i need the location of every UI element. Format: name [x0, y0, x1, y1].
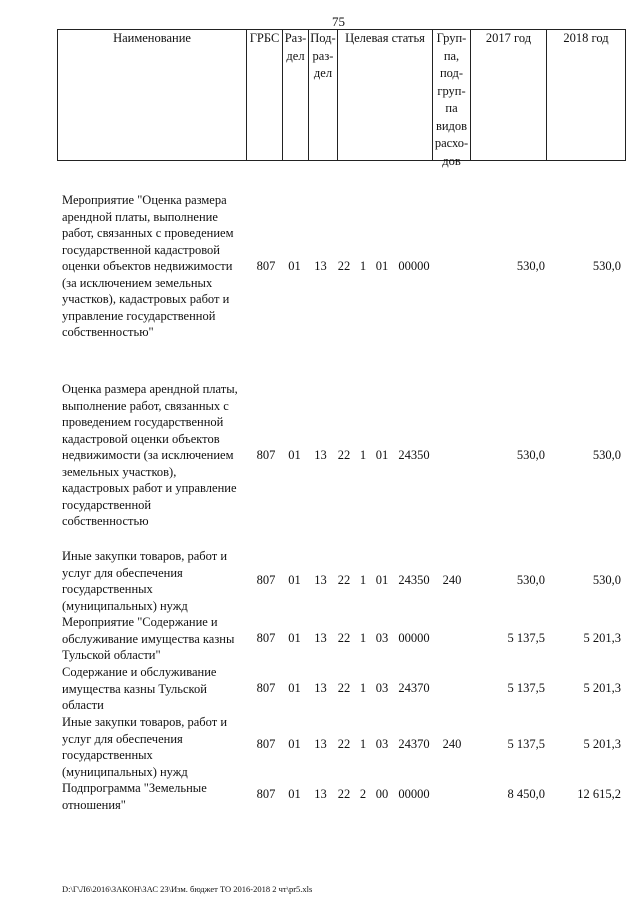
row-target-event: 01 [375, 573, 389, 587]
row-2017-value: 530,0 [516, 259, 545, 273]
row-2018-value: 530,0 [592, 573, 621, 587]
row-target-direction: 24370 [398, 737, 430, 751]
row-target-program: 22 [337, 448, 351, 462]
row-name: Мероприятие "Оценка размера арендной платы, выполнение работ, связанных с проведением государственной кадастровой оценки объектов недвижимости (за исключением земельных участков), кадастровых работ и управление государственной собственностью" [62, 193, 234, 339]
row-2018-value: 530,0 [592, 259, 621, 273]
row-podrazdel: 13 [314, 787, 327, 801]
row-target-program: 22 [337, 631, 351, 645]
row-target-subprogram: 1 [359, 448, 367, 462]
row-target-subprogram: 2 [359, 787, 367, 801]
row-target-event: 01 [375, 259, 389, 273]
row-expense-group: 240 [442, 573, 462, 587]
row-name: Подпрограмма "Земельные отношения" [62, 781, 207, 812]
header-2018: 2018 год [546, 30, 625, 160]
header-podrazdel: Под- раз- дел [308, 30, 337, 160]
row-2017-value: 5 137,5 [507, 737, 545, 751]
row-target-program: 22 [337, 787, 351, 801]
row-name: Иные закупки товаров, работ и услуг для обеспечения государственных (муниципальных) нужд [62, 549, 228, 613]
row-razdel: 01 [288, 448, 301, 462]
row-target-direction: 24370 [398, 681, 430, 695]
row-2017-value: 530,0 [516, 448, 545, 462]
header-2017: 2017 год [470, 30, 546, 160]
row-2017-value: 5 137,5 [507, 631, 545, 645]
row-target-subprogram: 1 [359, 259, 367, 273]
row-target-direction: 00000 [398, 259, 430, 273]
row-2017-value: 8 450,0 [507, 787, 545, 801]
header-target: Целевая статья [337, 30, 432, 160]
file-path-footer: D:\Г\Л6\2016\ЗАКОН\ЗАС 23\Изм. бюджет ТО 2016-2018 2 чт\pr5.xls [62, 884, 313, 894]
row-target-program: 22 [337, 681, 351, 695]
row-2018-value: 12 615,2 [577, 787, 621, 801]
table-row [0, 780, 640, 814]
row-name: Оценка размера арендной платы, выполнение работ, связанных с проведением государственной кадастровой оценки объектов недвижимости (за исключением земельных участков), кадастровых работ и управление государственной собственностью [62, 382, 238, 528]
row-target-event: 01 [375, 448, 389, 462]
row-razdel: 01 [288, 631, 301, 645]
table-row [0, 548, 640, 614]
table-header [57, 29, 626, 168]
row-podrazdel: 13 [314, 573, 327, 587]
row-razdel: 01 [288, 737, 301, 751]
row-target-subprogram: 1 [359, 681, 367, 695]
row-target-event: 03 [375, 631, 389, 645]
row-target-program: 22 [337, 573, 351, 587]
row-target-event: 03 [375, 737, 389, 751]
row-target-subprogram: 1 [359, 573, 367, 587]
table-row [0, 381, 640, 531]
row-target-direction: 24350 [398, 573, 430, 587]
header-grbs: ГРБС [246, 30, 282, 160]
row-podrazdel: 13 [314, 448, 327, 462]
row-name: Мероприятие "Содержание и обслуживание имущества казны Тульской области" [62, 615, 235, 662]
header-group: Груп- па, под- груп- па видов расхо- дов [432, 30, 470, 160]
row-2017-value: 530,0 [516, 573, 545, 587]
table-row [0, 614, 640, 664]
row-grbs: 807 [256, 631, 276, 645]
row-target-direction: 00000 [398, 631, 430, 645]
row-2018-value: 5 201,3 [583, 631, 621, 645]
row-grbs: 807 [256, 787, 276, 801]
header-razdel: Раз- дел [282, 30, 308, 160]
row-razdel: 01 [288, 681, 301, 695]
row-target-program: 22 [337, 259, 351, 273]
row-target-subprogram: 1 [359, 737, 367, 751]
row-target-program: 22 [337, 737, 351, 751]
row-razdel: 01 [288, 573, 301, 587]
row-target-direction: 24350 [398, 448, 430, 462]
row-expense-group: 240 [442, 737, 462, 751]
row-podrazdel: 13 [314, 631, 327, 645]
row-podrazdel: 13 [314, 681, 327, 695]
row-grbs: 807 [256, 448, 276, 462]
row-2018-value: 5 201,3 [583, 737, 621, 751]
page-number: 75 [332, 14, 345, 29]
row-target-subprogram: 1 [359, 631, 367, 645]
row-target-event: 03 [375, 681, 389, 695]
row-2018-value: 530,0 [592, 448, 621, 462]
row-grbs: 807 [256, 573, 276, 587]
row-podrazdel: 13 [314, 259, 327, 273]
row-podrazdel: 13 [314, 737, 327, 751]
row-target-direction: 00000 [398, 787, 430, 801]
row-razdel: 01 [288, 787, 301, 801]
row-2018-value: 5 201,3 [583, 681, 621, 695]
row-grbs: 807 [256, 681, 276, 695]
row-grbs: 807 [256, 737, 276, 751]
row-name: Содержание и обслуживание имущества казны Тульской области [62, 665, 217, 712]
row-razdel: 01 [288, 259, 301, 273]
row-2017-value: 5 137,5 [507, 681, 545, 695]
row-grbs: 807 [256, 259, 276, 273]
row-name: Иные закупки товаров, работ и услуг для обеспечения государственных (муниципальных) нужд [62, 715, 228, 779]
row-target-event: 00 [375, 787, 389, 801]
table-row [0, 714, 640, 780]
header-name: Наименование [113, 31, 191, 45]
table-row [0, 192, 640, 342]
table-row [0, 664, 640, 714]
